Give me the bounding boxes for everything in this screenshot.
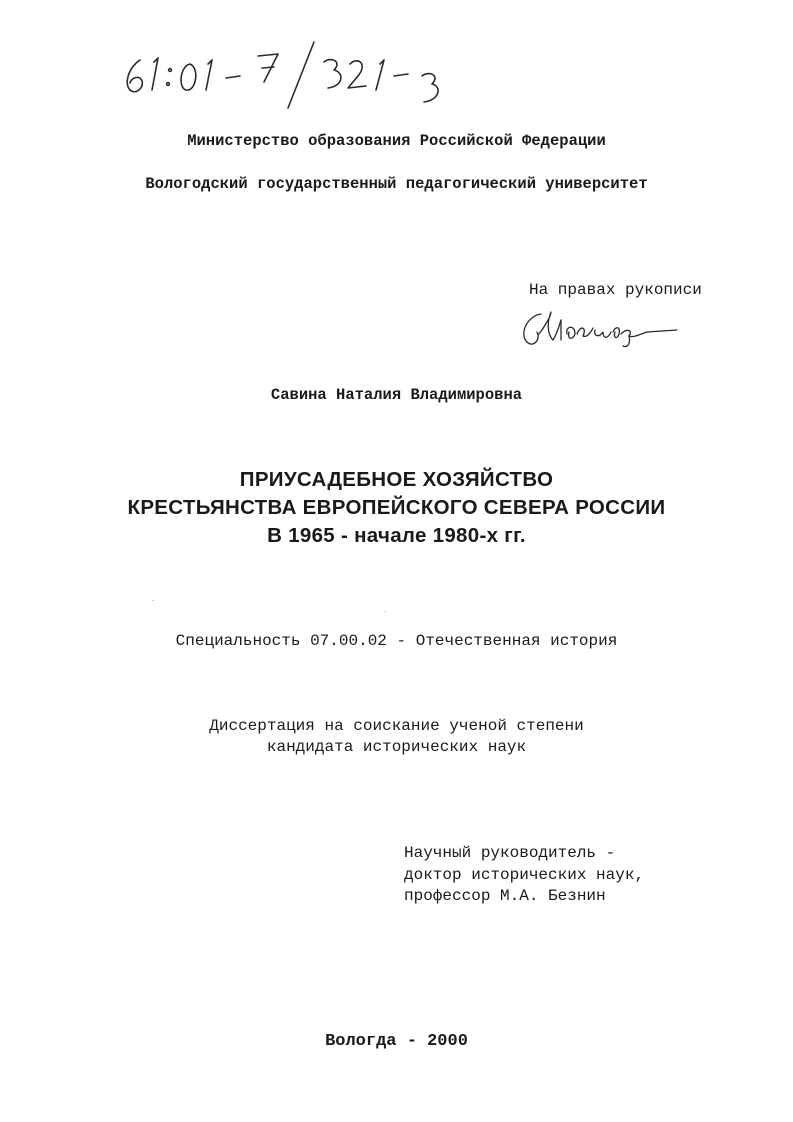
scan-speck — [384, 611, 386, 612]
university-name: Вологодский государственный педагогический университет — [145, 175, 648, 193]
title-line-3: В 1965 - начале 1980-х гг. — [267, 524, 526, 547]
dissertation-title — [0, 466, 793, 550]
title-line-2: КРЕСТЬЯНСТВА ЕВРОПЕЙСКОГО СЕВЕРА РОССИИ — [127, 496, 666, 519]
supervisor-line-1: Научный руководитель - — [404, 844, 616, 862]
degree-statement — [0, 716, 793, 758]
handwritten-signature — [517, 304, 682, 352]
supervisor-line-2: доктор исторических наук, — [404, 865, 645, 884]
scan-speck — [152, 600, 154, 601]
handwritten-archive-code — [118, 38, 458, 110]
city-and-year: Вологда - 2000 — [325, 1032, 468, 1051]
specialty-line: Специальность 07.00.02 - Отечественная история — [175, 632, 618, 650]
signature-scribble — [517, 304, 682, 352]
supervisor-line-3: профессор М.А. Безнин — [404, 887, 606, 905]
ministry-name: Министерство образования Российской Федерации — [187, 132, 606, 150]
archive-code-handwriting — [118, 38, 458, 110]
degree-line-1: Диссертация на соискание ученой степени — [209, 717, 584, 735]
manuscript-rights-label: На правах рукописи — [529, 281, 702, 299]
degree-line-2: кандидата исторических наук — [266, 738, 527, 756]
title-line-1: ПРИУСАДЕБНОЕ ХОЗЯЙСТВО — [239, 468, 554, 491]
supervisor-block — [404, 843, 644, 908]
author-name: Савина Наталия Владимировна — [270, 386, 523, 404]
